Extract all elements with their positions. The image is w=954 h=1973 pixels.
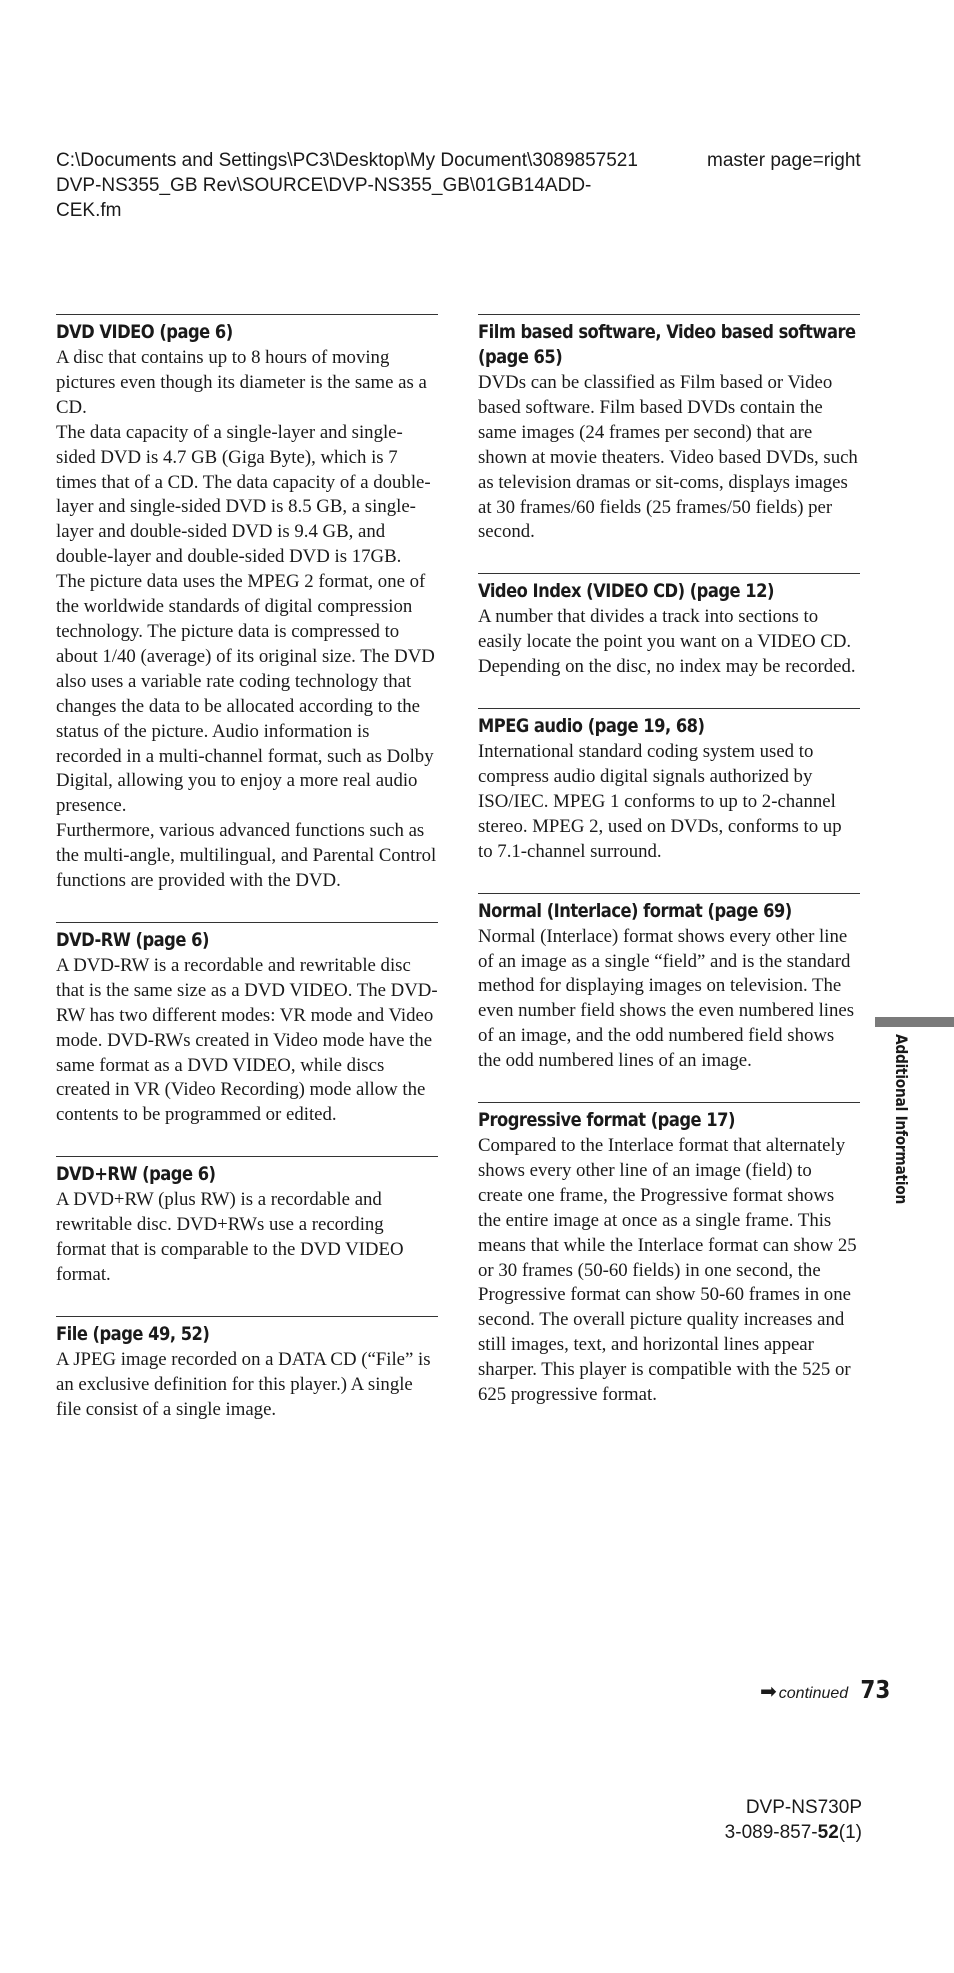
document-code-prefix: 3-089-857-: [724, 1822, 818, 1843]
side-tab-bar: [875, 1017, 954, 1027]
glossary-term: Normal (Interlace) format (page 69): [478, 899, 792, 922]
glossary-entry: [478, 708, 860, 865]
glossary-entry: [478, 1102, 860, 1408]
right-column: [478, 314, 860, 1436]
glossary-definition: Compared to the Interlace format that alternately shows every other line of an image (field) to create one frame, the Progressive format shows the entire image at once as a single frame. This means that while the Interlace format can show 25 or 30 frames (50-60 fields) in one second, the Progressive format can show 50-60 frames in one second. The overall picture quality increases and still images, text, and horizontal lines appear sharper. This player is compatible with the 525 or 625 progressive format.: [478, 1135, 857, 1406]
glossary-definition: A number that divides a track into sections to easily locate the point you want on a VIDEO CD. Depending on the disc, no index may be recorded.: [478, 606, 856, 678]
document-code-suffix: (1): [838, 1822, 862, 1843]
arrow-right-icon: ➡: [760, 1679, 777, 1703]
page-number: 73: [860, 1675, 891, 1704]
model-number: DVP-NS730P: [745, 1797, 862, 1818]
header-file-path: C:\Documents and Settings\PC3\Desktop\My Document\3089857521 DVP-NS355_GB Rev\SOURCE\DVP-NS355_GB\01GB14ADD-CEK.fm: [56, 150, 638, 221]
glossary-definition: International standard coding system used to compress audio digital signals authorized by ISO/IEC. MPEG 1 conforms to up to 2-channel stereo. MPEG 2, used on DVDs, conforms to up to 7.1-channel surround.: [478, 741, 842, 862]
glossary-definition: A disc that contains up to 8 hours of moving pictures even though its diameter is the same as a CD.: [56, 347, 427, 418]
glossary-definition: A JPEG image recorded on a DATA CD (“File” is an exclusive definition for this player.) A single file consist of a single image.: [56, 1348, 431, 1420]
glossary-term: MPEG audio (page 19, 68): [478, 715, 705, 738]
glossary-entry: [56, 1156, 438, 1288]
glossary-term: File (page 49, 52): [56, 1322, 210, 1345]
glossary-entry: [56, 314, 438, 894]
glossary-term: DVD+RW (page 6): [56, 1163, 216, 1186]
header-master-page: master page=right: [707, 150, 861, 171]
glossary-term: Video Index (VIDEO CD) (page 12): [478, 580, 774, 603]
glossary-definition: A DVD-RW is a recordable and rewritable disc that is the same size as a DVD VIDEO. The DVD-RW has two different modes: VR mode and Video mode. DVD-RWs created in Video mode have the same format as a DVD VIDEO, while discs created in VR (Video Recording) mode allow the contents to be programmed or edited.: [56, 954, 438, 1126]
glossary-term: Progressive format (page 17): [478, 1109, 735, 1132]
glossary-entry: [56, 922, 438, 1128]
document-code: [725, 1820, 862, 1845]
side-tab-label: Additional Information: [892, 1034, 911, 1205]
glossary-entry: [478, 314, 860, 545]
glossary-term: DVD-RW (page 6): [56, 928, 209, 951]
glossary-definition: The data capacity of a single-layer and single-sided DVD is 4.7 GB (Giga Byte), which is 7 times that of a CD. The data capacity of a double-layer and single-sided DVD is 8.5 GB, a single-layer and double-sided DVD is 9.4 GB, and double-layer and double-sided DVD is 17GB.: [56, 421, 431, 568]
glossary-entry: [56, 1316, 438, 1423]
glossary-definition: The picture data uses the MPEG 2 format, one of the worldwide standards of digital compression technology. The picture data is compressed to about 1/40 (average) of its original size. The DVD also uses a variable rate coding technology that changes the data to be allocated according to the status of the picture. Audio information is recorded in a multi-channel format, such as Dolby Digital, allowing you to enjoy a more real audio presence.: [56, 571, 435, 817]
continued-label: continued: [778, 1685, 849, 1702]
glossary-term: DVD VIDEO (page 6): [56, 321, 233, 343]
glossary-definition: DVDs can be classified as Film based or Video based software. Film based DVDs contain the same images (24 frames per second) that are shown at movie theaters. Video based DVDs, such as television dramas or sit-coms, displays images at 30 frames/60 fields (25 frames/50 fields) per second.: [478, 372, 858, 543]
glossary-definition: Normal (Interlace) format shows every other line of an image as a single “field” and is the standard method for displaying images on television. The even number field shows the even numbered lines of an image, and the odd numbered field shows the odd numbered lines of an image.: [478, 925, 855, 1072]
glossary-entry: [478, 893, 860, 1074]
glossary-entry: [478, 573, 860, 680]
continued-marker: [760, 1675, 893, 1704]
side-tab: [889, 1034, 913, 1224]
document-code-bold: 52: [817, 1822, 839, 1843]
glossary-definition: Furthermore, various advanced functions such as the multi-angle, multilingual, and Parental Control functions are provided with the DVD.: [56, 820, 437, 892]
glossary-definition: A DVD+RW (plus RW) is a recordable and rewritable disc. DVD+RWs use a recording format that is comparable to the DVD VIDEO format.: [56, 1189, 404, 1285]
glossary-term: Film based software, Video based software (page 65): [478, 321, 856, 368]
left-column: [56, 314, 438, 1451]
